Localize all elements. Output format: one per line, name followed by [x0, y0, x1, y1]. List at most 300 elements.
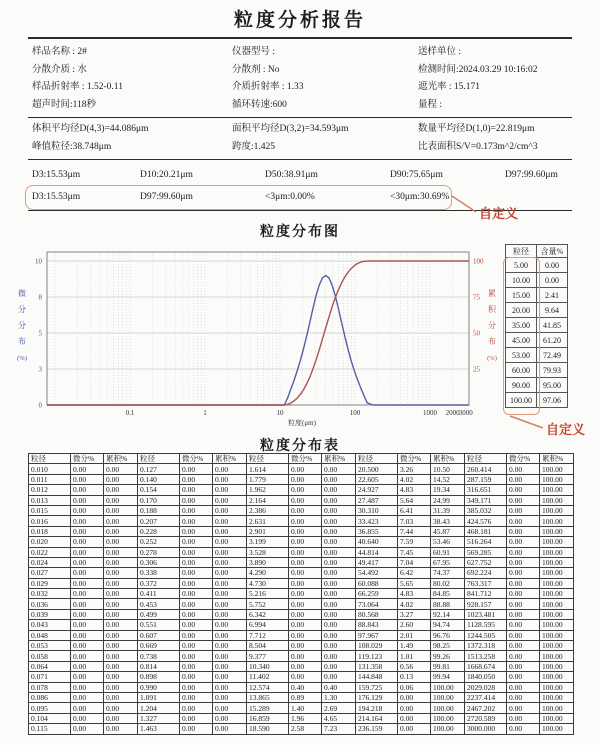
table-cell: 3.890	[247, 557, 289, 567]
table-cell: 0.00	[213, 651, 247, 661]
table-cell: 80.02	[431, 578, 465, 588]
table-header-row	[506, 245, 568, 258]
table-cell: 0.00	[322, 568, 356, 578]
table-cell: 0.00	[322, 495, 356, 505]
table-cell: 0.00	[213, 661, 247, 671]
table-cell: 1668.674	[465, 661, 507, 671]
table-cell: 0.053	[29, 641, 71, 651]
table-row	[29, 547, 574, 557]
table-row	[29, 682, 574, 692]
table-cell: 100.00	[540, 568, 574, 578]
table-cell: 100.00	[540, 526, 574, 536]
table-cell: 0.00	[289, 516, 322, 526]
diameter-cell: 5.00	[506, 258, 537, 273]
table-cell: 100.00	[540, 474, 574, 484]
table-cell: 0.00	[104, 464, 138, 474]
table-cell: 100.00	[540, 547, 574, 557]
table-cell: 0.024	[29, 557, 71, 567]
table-cell: 2.386	[247, 505, 289, 515]
diameter-cell: 10.00	[506, 273, 537, 288]
table-row	[29, 609, 574, 619]
table-cell: 131.358	[356, 661, 398, 671]
table-cell: 0.00	[507, 641, 540, 651]
table-cell: 24.927	[356, 485, 398, 495]
table-cell: 88.88	[431, 599, 465, 609]
diameter-cell: 90.00	[506, 378, 537, 393]
table-cell: 0.058	[29, 651, 71, 661]
table-cell: 0.00	[104, 589, 138, 599]
table-cell: 287.159	[465, 474, 507, 484]
diameter-cell: 100.00	[506, 393, 537, 408]
table-cell: 0.00	[71, 651, 104, 661]
info-row	[32, 62, 572, 80]
table-cell: 3.199	[247, 537, 289, 547]
table-cell: 0.00	[289, 557, 322, 567]
table-cell: 0.00	[104, 651, 138, 661]
table-cell: 100.00	[540, 609, 574, 619]
table-cell: 92.14	[431, 609, 465, 619]
table-cell: 0.048	[29, 630, 71, 640]
table-cell: 7.23	[322, 724, 356, 734]
table-row	[29, 578, 574, 588]
table-cell: 1.779	[247, 474, 289, 484]
table-row	[29, 537, 574, 547]
divider	[28, 159, 572, 160]
table-cell: 20.500	[356, 464, 398, 474]
table-cell: 0.00	[71, 505, 104, 515]
table-row	[29, 557, 574, 567]
table-cell: 0.00	[507, 692, 540, 702]
table-cell: 0.00	[104, 495, 138, 505]
sample-name: 样品名称 : 2#	[32, 47, 87, 57]
table-cell: 5.752	[247, 599, 289, 609]
table-cell: 0.00	[507, 682, 540, 692]
table-cell: 0.00	[507, 661, 540, 671]
table-cell: 5.216	[247, 589, 289, 599]
table-cell: 0.278	[138, 547, 180, 557]
table-cell: 0.00	[180, 682, 213, 692]
custom-summary-section	[0, 188, 600, 221]
divider	[28, 117, 572, 118]
table-cell: 0.00	[71, 485, 104, 495]
content-cell: 0.00	[537, 258, 568, 273]
table-cell: 0.00	[71, 630, 104, 640]
table-row	[29, 713, 574, 723]
table-cell: 100.00	[540, 661, 574, 671]
table-cell: 60.088	[356, 578, 398, 588]
diameter-cell: 35.00	[506, 318, 537, 333]
table-cell: 0.00	[322, 609, 356, 619]
table-cell: 0.022	[29, 547, 71, 557]
table-cell: 0.00	[180, 464, 213, 474]
table-cell: 0.00	[71, 537, 104, 547]
table-cell: 19.34	[431, 485, 465, 495]
right-tick-label: 100	[473, 257, 484, 266]
table-cell: 0.252	[138, 537, 180, 547]
table-cell: 0.013	[29, 495, 71, 505]
table-cell: 194.218	[356, 703, 398, 713]
table-cell: 0.00	[71, 557, 104, 567]
table-cell: 31.39	[431, 505, 465, 515]
table-cell: 6.342	[247, 609, 289, 619]
table-cell: 0.00	[71, 692, 104, 702]
table-cell: 0.551	[138, 620, 180, 630]
table-cell: 45.87	[431, 526, 465, 536]
table-cell: 100.00	[540, 682, 574, 692]
table-row	[29, 661, 574, 671]
d3-value: D3:15.53μm	[32, 170, 81, 180]
table-cell: 0.00	[71, 589, 104, 599]
chart-title: 粒度分布图	[260, 225, 340, 240]
table-cell: 94.74	[431, 620, 465, 630]
volume-mean-diameter: 体积平均径D(4,3)=44.086μm	[32, 124, 149, 134]
table-cell: 0.00	[507, 495, 540, 505]
table-cell: 88.843	[356, 620, 398, 630]
table-cell: 0.00	[398, 692, 431, 702]
table-cell: 0.071	[29, 672, 71, 682]
table-row	[29, 703, 574, 713]
column-header: 微分%	[289, 454, 322, 464]
table-cell: 4.02	[398, 474, 431, 484]
table-cell: 385.032	[465, 505, 507, 515]
table-cell: 0.00	[104, 557, 138, 567]
table-cell: 0.00	[289, 589, 322, 599]
col-header-content: 含量%	[537, 245, 568, 258]
span-value: 跨度:1.425	[232, 141, 276, 152]
table-cell: 100.00	[540, 713, 574, 723]
table-cell: 7.44	[398, 526, 431, 536]
table-cell: 1.96	[289, 713, 322, 723]
table-cell: 0.00	[213, 464, 247, 474]
table-cell: 4.83	[398, 589, 431, 599]
table-cell: 0.00	[507, 672, 540, 682]
table-row	[29, 516, 574, 526]
plot-border	[47, 252, 469, 405]
table-cell: 0.06	[398, 682, 431, 692]
table-cell: 0.036	[29, 599, 71, 609]
table-cell: 24.99	[431, 495, 465, 505]
table-row	[29, 620, 574, 630]
table-cell: 0.00	[180, 537, 213, 547]
col-header-diameter: 粒径	[506, 245, 537, 258]
table-cell: 763.317	[465, 578, 507, 588]
peak-diameter: 峰值粒径:38.748μm	[32, 141, 112, 152]
table-cell: 0.00	[322, 651, 356, 661]
table-cell: 0.00	[180, 505, 213, 515]
right-axis-label: (%)	[487, 355, 497, 362]
table-cell: 0.00	[71, 464, 104, 474]
annotation-label: 自定义	[479, 206, 519, 221]
table-cell: 100.00	[540, 505, 574, 515]
table-cell: 10.340	[247, 661, 289, 671]
table-cell: 38.43	[431, 516, 465, 526]
table-cell: 0.086	[29, 692, 71, 702]
number-mean-diameter: 数量平均径D(1,0)=22.819μm	[418, 124, 535, 134]
table-cell: 98.25	[431, 641, 465, 651]
table-cell: 0.00	[180, 724, 213, 734]
table-row	[506, 393, 568, 408]
table-cell: 99.94	[431, 672, 465, 682]
table-cell: 0.00	[104, 692, 138, 702]
table-cell: 0.018	[29, 526, 71, 536]
table-cell: 0.00	[507, 526, 540, 536]
ultrasonic-time: 超声时间:118秒	[32, 99, 97, 110]
sending-unit: 送样单位 :	[418, 47, 462, 57]
table-cell: 0.015	[29, 505, 71, 515]
column-header: 粒径	[138, 454, 180, 464]
table-cell: 0.00	[213, 505, 247, 515]
table-cell: 0.00	[507, 464, 540, 474]
table-cell: 4.65	[322, 713, 356, 723]
table-cell: 0.00	[289, 485, 322, 495]
table-row	[29, 672, 574, 682]
table-cell: 0.00	[213, 609, 247, 619]
table-cell: 0.115	[29, 724, 71, 734]
content-cell: 97.06	[537, 393, 568, 408]
table-cell: 100.00	[431, 682, 465, 692]
table-cell: 0.00	[71, 682, 104, 692]
table-cell: 0.00	[104, 599, 138, 609]
annotation-label: 自定义	[546, 422, 586, 437]
content-cell: 0.00	[537, 273, 568, 288]
table-cell: 0.00	[213, 630, 247, 640]
table-cell: 0.154	[138, 485, 180, 495]
table-cell: 0.372	[138, 578, 180, 588]
left-tick-label: 0	[38, 401, 42, 410]
table-cell: 0.00	[398, 724, 431, 734]
table-cell: 1.40	[289, 703, 322, 713]
table-cell: 0.00	[71, 495, 104, 505]
table-cell: 0.00	[213, 641, 247, 651]
table-cell: 2.58	[289, 724, 322, 734]
table-cell: 0.00	[322, 474, 356, 484]
table-cell: 96.76	[431, 630, 465, 640]
table-cell: 0.00	[507, 630, 540, 640]
table-cell: 424.576	[465, 516, 507, 526]
table-cell: 0.00	[104, 620, 138, 630]
diameter-cell: 45.00	[506, 333, 537, 348]
table-cell: 0.00	[507, 713, 540, 723]
table-cell: 80.568	[356, 609, 398, 619]
x-tick-label: 0.1	[125, 409, 135, 417]
right-tick-label: 50	[473, 329, 480, 338]
table-cell: 0.00	[289, 537, 322, 547]
table-cell: 0.00	[213, 703, 247, 713]
column-header: 累积%	[213, 454, 247, 464]
content-cell: 41.85	[537, 318, 568, 333]
table-cell: 1513.258	[465, 651, 507, 661]
table-cell: 0.00	[507, 516, 540, 526]
table-cell: 0.00	[289, 672, 322, 682]
table-cell: 0.00	[71, 516, 104, 526]
table-cell: 0.00	[507, 505, 540, 515]
column-header: 微分%	[398, 454, 431, 464]
table-cell: 1.30	[322, 692, 356, 702]
custom-d3: D3:15.53μm	[32, 192, 81, 202]
table-cell: 100.00	[540, 651, 574, 661]
table-cell: 0.00	[289, 651, 322, 661]
table-cell: 0.00	[507, 620, 540, 630]
table-cell: 0.00	[322, 537, 356, 547]
table-cell: 7.04	[398, 557, 431, 567]
table-cell: 0.00	[104, 485, 138, 495]
table-cell: 0.00	[322, 516, 356, 526]
table-cell: 0.00	[507, 724, 540, 734]
table-cell: 0.00	[289, 526, 322, 536]
table-cell: 5.65	[398, 578, 431, 588]
table-cell: 0.453	[138, 599, 180, 609]
table-cell: 0.00	[71, 526, 104, 536]
custom-under30: <30μm:30.69%	[390, 192, 450, 202]
table-cell: 0.00	[71, 568, 104, 578]
table-cell: 100.00	[540, 724, 574, 734]
table-cell: 0.00	[322, 672, 356, 682]
table-cell: 0.00	[213, 495, 247, 505]
table-row	[29, 599, 574, 609]
x-tick-label: 3000	[458, 409, 473, 417]
table-cell: 0.00	[104, 474, 138, 484]
column-header: 粒径	[356, 454, 398, 464]
table-cell: 0.00	[104, 516, 138, 526]
left-axis-label: 布	[18, 337, 26, 346]
left-axis-label: (%)	[17, 355, 27, 362]
table-cell: 1.204	[138, 703, 180, 713]
table-cell: 2467.202	[465, 703, 507, 713]
table-cell: 0.00	[104, 505, 138, 515]
table-cell: 100.00	[540, 641, 574, 651]
table-cell: 0.00	[71, 661, 104, 671]
left-axis-label: 微	[18, 289, 26, 298]
table-cell: 0.228	[138, 526, 180, 536]
table-cell: 100.00	[540, 578, 574, 588]
table-cell: 0.00	[507, 547, 540, 557]
table-cell: 0.00	[180, 578, 213, 588]
right-axis-label: 积	[488, 305, 496, 314]
table-row	[506, 288, 568, 303]
table-cell: 0.012	[29, 485, 71, 495]
info-row	[32, 44, 572, 62]
column-header: 累积%	[104, 454, 138, 464]
table-row	[506, 318, 568, 333]
table-cell: 0.020	[29, 537, 71, 547]
table-cell: 0.207	[138, 516, 180, 526]
content-cell: 95.00	[537, 378, 568, 393]
table-cell: 0.00	[289, 474, 322, 484]
right-tick-label: 25	[473, 365, 480, 374]
table-cell: 74.37	[431, 568, 465, 578]
chart-section	[0, 244, 600, 437]
diameter-cell: 53.00	[506, 348, 537, 363]
table-cell: 4.83	[398, 485, 431, 495]
column-header: 微分%	[71, 454, 104, 464]
table-cell: 0.00	[213, 547, 247, 557]
table-cell: 100.00	[540, 589, 574, 599]
table-cell: 99.81	[431, 661, 465, 671]
table-cell: 44.814	[356, 547, 398, 557]
table-cell: 0.00	[322, 578, 356, 588]
table-cell: 40.640	[356, 537, 398, 547]
table-row	[29, 495, 574, 505]
table-cell: 100.00	[540, 537, 574, 547]
table-cell: 0.00	[289, 568, 322, 578]
table-cell: 0.00	[213, 599, 247, 609]
table-cell: 0.00	[289, 630, 322, 640]
table-cell: 0.00	[507, 568, 540, 578]
table-cell: 0.00	[322, 505, 356, 515]
info-row	[32, 97, 572, 115]
table-cell: 100.00	[540, 557, 574, 567]
table-row	[506, 378, 568, 393]
table-cell: 99.26	[431, 651, 465, 661]
table-cell: 100.00	[540, 630, 574, 640]
diameter-cell: 20.00	[506, 303, 537, 318]
table-cell: 349.171	[465, 495, 507, 505]
table-cell: 0.00	[71, 703, 104, 713]
table-cell: 0.00	[322, 630, 356, 640]
obscuration: 遮光率 : 15.171	[418, 82, 481, 92]
table-cell: 49.417	[356, 557, 398, 567]
table-row	[506, 273, 568, 288]
table-row	[506, 363, 568, 378]
table-cell: 0.011	[29, 474, 71, 484]
dispersion-medium: 分散介质 : 水	[32, 64, 87, 75]
table-cell: 0.00	[507, 589, 540, 599]
table-cell: 0.00	[71, 713, 104, 723]
table-row	[29, 464, 574, 474]
table-cell: 0.00	[507, 703, 540, 713]
table-cell: 0.00	[213, 672, 247, 682]
table-cell: 1.01	[398, 651, 431, 661]
sample-refractive-index: 样品折射率 : 1.52-0.11	[32, 82, 123, 92]
table-cell: 0.029	[29, 578, 71, 588]
table-cell: 0.00	[180, 547, 213, 557]
table-row	[29, 651, 574, 661]
table-cell: 0.814	[138, 661, 180, 671]
table-row	[29, 505, 574, 515]
table-cell: 214.164	[356, 713, 398, 723]
table-cell: 0.00	[213, 578, 247, 588]
table-header-row	[29, 454, 574, 464]
table-row	[29, 485, 574, 495]
table-cell: 7.03	[398, 516, 431, 526]
table-cell: 3.27	[398, 609, 431, 619]
table-cell: 0.170	[138, 495, 180, 505]
table-row	[506, 303, 568, 318]
table-row	[29, 724, 574, 734]
table-cell: 0.00	[322, 620, 356, 630]
table-cell: 2.69	[322, 703, 356, 713]
table-cell: 0.00	[71, 672, 104, 682]
table-cell: 0.990	[138, 682, 180, 692]
table-cell: 0.00	[180, 516, 213, 526]
table-cell: 108.029	[356, 641, 398, 651]
table-cell: 236.159	[356, 724, 398, 734]
table-cell: 2029.028	[465, 682, 507, 692]
annotation-line	[510, 416, 543, 428]
table-cell: 7.45	[398, 547, 431, 557]
table-cell: 11.402	[247, 672, 289, 682]
table-cell: 0.00	[289, 464, 322, 474]
table-cell: 0.00	[180, 661, 213, 671]
table-cell: 0.00	[213, 713, 247, 723]
table-cell: 100.00	[431, 703, 465, 713]
content-cell: 2.41	[537, 288, 568, 303]
table-cell: 0.00	[213, 724, 247, 734]
table-cell: 36.855	[356, 526, 398, 536]
table-cell: 468.181	[465, 526, 507, 536]
left-tick-label: 10	[35, 257, 42, 266]
table-cell: 27.487	[356, 495, 398, 505]
